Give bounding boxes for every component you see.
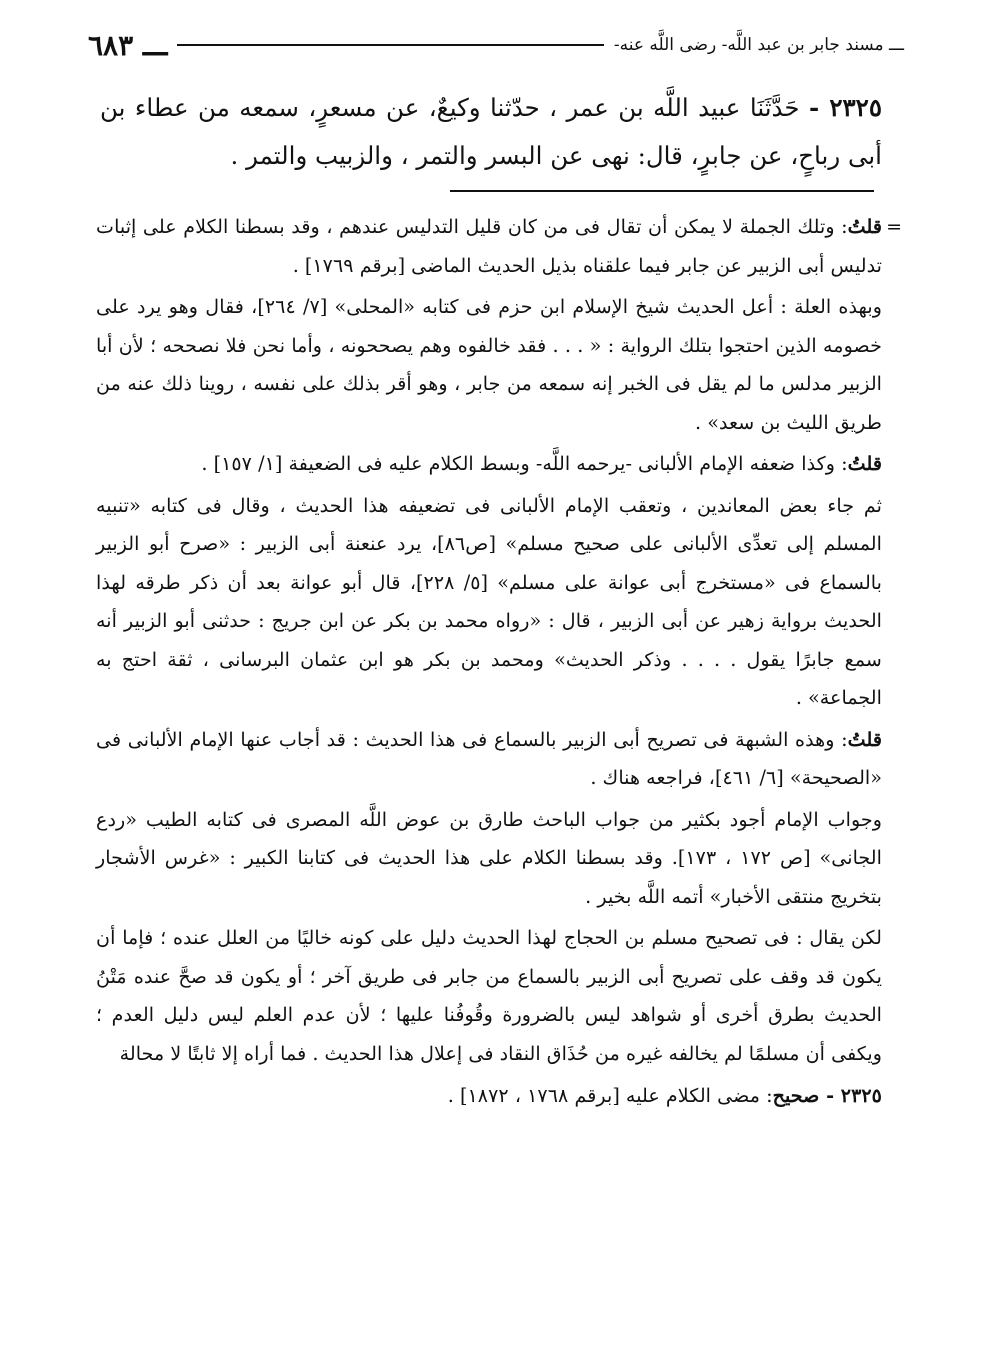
running-title: ـــ مسند جابر بن عبد اللَّه- رضى اللَّه عنه- <box>613 35 904 55</box>
qult-label: قلتُ <box>847 452 882 475</box>
paragraph-text: : وكذا ضعفه الإمام الألبانى -يرحمه اللَّه- وبسط الكلام عليه فى الضعيفة [١/ ١٥٧] . <box>201 452 848 475</box>
grading-label: ٢٣٢٥ - صحيح <box>772 1084 882 1107</box>
footnote-paragraph <box>96 919 882 1073</box>
footnote-paragraph <box>96 208 882 285</box>
qult-label: قلتُ <box>847 215 882 238</box>
footnote-paragraph <box>96 445 882 484</box>
paragraph-text: وبهذه العلة : أعل الحديث شيخ الإسلام ابن حزم فى كتابه «المحلى» [٧/ ٢٦٤]، فقال وهو يرد على خصومه الذين احتجوا بتلك الرواية : « . . . فقد خالفوه وهم يصححونه ، وأما نحن فلا نصححه ؛ لأن أبا الزبير مدلس ما لم يقل فى الخبر إنه سمعه من جابر ، وهو أقر بذلك على نفسه ، روينا ذلك عنه من طريق الليث بن سعد» . <box>96 295 882 434</box>
grading-text: : مضى الكلام عليه [برقم ١٧٦٨ ، ١٨٧٢] . <box>447 1084 773 1107</box>
footnote-separator <box>450 190 874 192</box>
continuation-marker: = <box>886 216 902 238</box>
paragraph-text: ثم جاء بعض المعاندين ، وتعقب الإمام الألبانى فى تضعيفه هذا الحديث ، وقال فى كتابه «تنبيه المسلم إلى تعدِّى الألبانى على صحيح مسلم» [ص٨٦]، يرد عنعنة أبى الزبير : «صرح أبو الزبير بالسماع فى «مستخرج أبى عوانة على مسلم» [٥/ ٢٢٨]، قال أبو عوانة بعد أن ذكر طرقه لهذا الحديث برواية زهير عن أبى الزبير ، قال : «رواه محمد بن بكر عن ابن جريج : حدثنى أبو الزبير أنه سمع جابرًا يقول . . . . وذكر الحديث» ومحمد بن بكر هو ابن عثمان البرسانى ، ثقة احتج به الجماعة» . <box>96 493 882 709</box>
footnote-paragraph <box>96 288 882 442</box>
paragraph-text: : وهذه الشبهة فى تصريح أبى الزبير بالسماع فى هذا الحديث : قد أجاب عنها الإمام الألبانى فى «الصحيحة» [٦/ ٤٦١]، فراجعه هناك . <box>96 727 882 789</box>
hadith-body: حَدَّثَنَا عبيد اللَّه بن عمر ، حدّثنا وكيعٌ، عن مسعرٍ، سمعه من عطاء بن أبى رباحٍ، عن جابرٍ، قال: نهى عن البسر والتمر ، والزبيب والتمر . <box>100 93 882 170</box>
footnote-paragraph <box>96 487 882 718</box>
paragraph-text: وجواب الإمام أجود بكثير من جواب الباحث طارق بن عوض اللَّه المصرى فى كتابه الطيب «ردع الجانى» [ص ١٧٢ ، ١٧٣]. وقد بسطنا الكلام على هذا الحديث فى كتابنا الكبير : «غرس الأشجار بتخريج منتقى الأخبار» أتمه اللَّه بخير . <box>96 807 882 908</box>
hadith-text <box>100 84 882 180</box>
footnote-paragraph <box>96 801 882 917</box>
page-number: ـــ ٦٨٣ <box>88 28 168 62</box>
header-rule <box>177 44 603 46</box>
qult-label: قلتُ <box>847 727 882 751</box>
page-header <box>88 28 904 62</box>
grading-note <box>96 1077 882 1116</box>
hadith-number: ٢٣٢٥ - <box>808 93 882 122</box>
paragraph-text: لكن يقال : فى تصحيح مسلم بن الحجاج لهذا الحديث دليل على كونه خاليًا من العلل عنده ؛ فإما أن يكون قد وقف على تصريح أبى الزبير بالسماع من جابر فى طريق آخر ؛ أو يكون قد صحَّ عنده مَتْنُ الحديث بطرق أخرى أو شواهد ليس بالضرورة وقُوفُنا عليها ؛ لأن عدم العلم ليس دليل العدم ؛ ويكفى أن مسلمًا لم يخالفه غيره من حُذَاق النقاد فى إعلال هذا الحديث . فما أراه إلا ثابتًا لا محالة <box>96 926 882 1065</box>
paragraph-text: : وتلك الجملة لا يمكن أن تقال فى من كان قليل التدليس عندهم ، وقد بسطنا الكلام على إثبات تدليس أبى الزبير عن جابر فيما علقناه بذيل الحديث الماضى [برقم ١٧٦٩] . <box>96 215 882 277</box>
footnotes <box>96 208 902 1119</box>
footnote-paragraph <box>96 721 882 798</box>
